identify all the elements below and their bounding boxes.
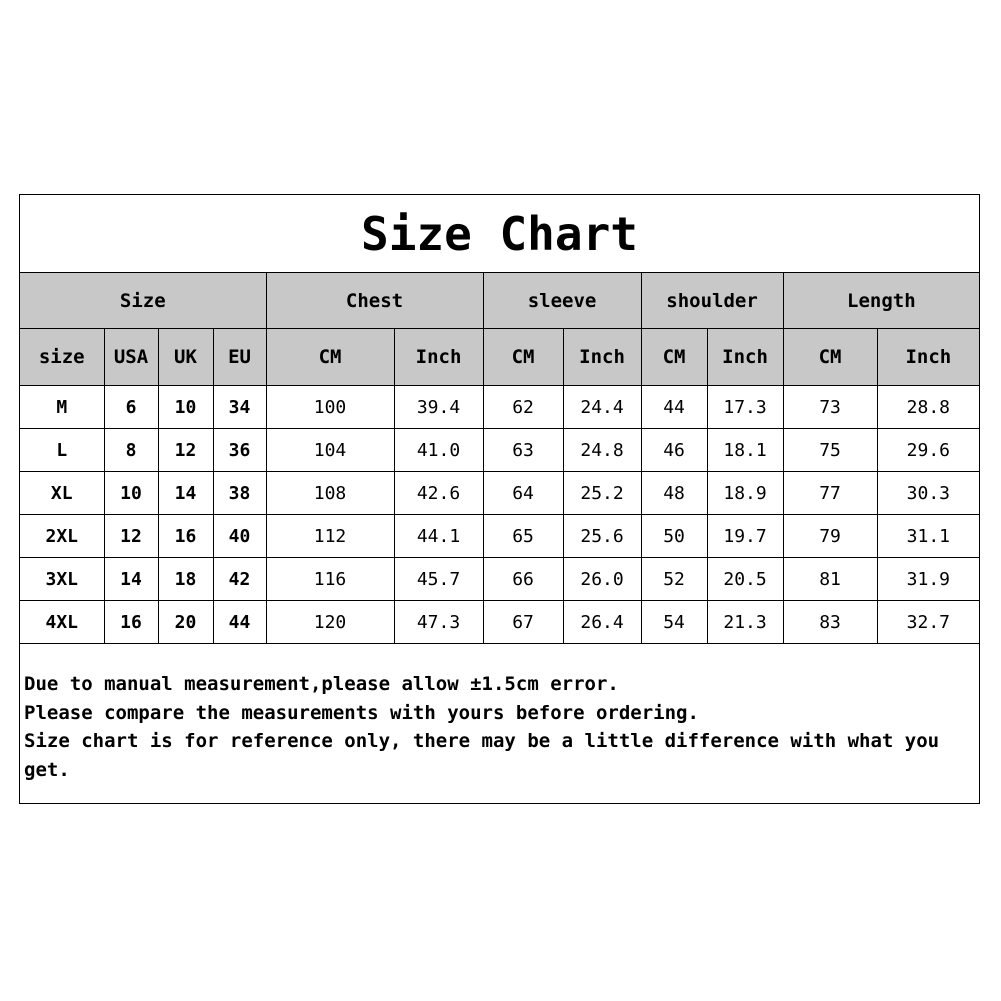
cell-chest-cm: 100 [266,386,394,429]
cell-usa: 14 [104,558,158,601]
cell-chest-cm: 120 [266,601,394,644]
cell-size: 2XL [20,515,104,558]
cell-shoulder-cm: 52 [641,558,707,601]
cell-length-inch: 31.9 [877,558,979,601]
note-line: Size chart is for reference only, there may be a little difference with what you get. [24,730,951,781]
cell-length-cm: 79 [783,515,877,558]
cell-sleeve-cm: 65 [483,515,563,558]
cell-sleeve-cm: 67 [483,601,563,644]
table-row [20,429,979,472]
cell-length-cm: 81 [783,558,877,601]
cell-chest-inch: 47.3 [394,601,483,644]
header-chest: Chest [266,273,483,329]
cell-chest-inch: 39.4 [394,386,483,429]
cell-eu: 40 [213,515,266,558]
cell-usa: 8 [104,429,158,472]
cell-usa: 6 [104,386,158,429]
cell-size: XL [20,472,104,515]
subheader-chest-cm: CM [266,329,394,386]
chart-title: Size Chart [20,195,979,273]
cell-shoulder-inch: 17.3 [707,386,783,429]
subheader-uk: UK [158,329,213,386]
cell-usa: 16 [104,601,158,644]
cell-uk: 16 [158,515,213,558]
cell-length-inch: 32.7 [877,601,979,644]
cell-uk: 12 [158,429,213,472]
cell-sleeve-inch: 26.4 [563,601,641,644]
cell-sleeve-inch: 26.0 [563,558,641,601]
cell-shoulder-cm: 54 [641,601,707,644]
cell-shoulder-inch: 21.3 [707,601,783,644]
cell-sleeve-cm: 64 [483,472,563,515]
note-line: Please compare the measurements with yours before ordering. [24,701,699,724]
group-header-row [20,273,979,329]
cell-length-inch: 29.6 [877,429,979,472]
cell-chest-cm: 104 [266,429,394,472]
subheader-size: size [20,329,104,386]
table-row [20,386,979,429]
header-size: Size [20,273,266,329]
table-row [20,601,979,644]
cell-eu: 36 [213,429,266,472]
cell-chest-cm: 108 [266,472,394,515]
cell-uk: 14 [158,472,213,515]
cell-size: M [20,386,104,429]
cell-eu: 44 [213,601,266,644]
cell-length-inch: 31.1 [877,515,979,558]
cell-sleeve-cm: 66 [483,558,563,601]
header-shoulder: shoulder [641,273,783,329]
cell-length-cm: 83 [783,601,877,644]
cell-chest-inch: 41.0 [394,429,483,472]
cell-shoulder-inch: 20.5 [707,558,783,601]
header-length: Length [783,273,979,329]
cell-eu: 34 [213,386,266,429]
cell-eu: 38 [213,472,266,515]
cell-sleeve-cm: 62 [483,386,563,429]
cell-sleeve-inch: 24.8 [563,429,641,472]
subheader-chest-inch: Inch [394,329,483,386]
cell-uk: 20 [158,601,213,644]
cell-shoulder-cm: 48 [641,472,707,515]
cell-length-inch: 30.3 [877,472,979,515]
cell-uk: 10 [158,386,213,429]
cell-chest-inch: 45.7 [394,558,483,601]
cell-chest-cm: 112 [266,515,394,558]
sub-header-row [20,329,979,386]
cell-shoulder-cm: 46 [641,429,707,472]
size-chart [19,194,980,804]
subheader-sleeve-cm: CM [483,329,563,386]
cell-sleeve-inch: 25.6 [563,515,641,558]
subheader-length-cm: CM [783,329,877,386]
cell-uk: 18 [158,558,213,601]
cell-length-cm: 77 [783,472,877,515]
cell-sleeve-inch: 25.2 [563,472,641,515]
subheader-sleeve-inch: Inch [563,329,641,386]
header-sleeve: sleeve [483,273,641,329]
cell-length-cm: 75 [783,429,877,472]
size-table [20,273,979,644]
subheader-usa: USA [104,329,158,386]
cell-shoulder-cm: 50 [641,515,707,558]
cell-chest-cm: 116 [266,558,394,601]
cell-shoulder-cm: 44 [641,386,707,429]
subheader-length-inch: Inch [877,329,979,386]
cell-size: 3XL [20,558,104,601]
cell-usa: 10 [104,472,158,515]
notes [20,644,979,784]
cell-shoulder-inch: 18.1 [707,429,783,472]
table-row [20,472,979,515]
cell-eu: 42 [213,558,266,601]
cell-chest-inch: 42.6 [394,472,483,515]
note-line: Due to manual measurement,please allow ±1.5cm error. [24,673,619,695]
cell-usa: 12 [104,515,158,558]
table-row [20,515,979,558]
cell-size: L [20,429,104,472]
cell-shoulder-inch: 19.7 [707,515,783,558]
cell-sleeve-cm: 63 [483,429,563,472]
subheader-eu: EU [213,329,266,386]
cell-shoulder-inch: 18.9 [707,472,783,515]
subheader-shoulder-inch: Inch [707,329,783,386]
table-row [20,558,979,601]
cell-length-inch: 28.8 [877,386,979,429]
cell-sleeve-inch: 24.4 [563,386,641,429]
cell-length-cm: 73 [783,386,877,429]
subheader-shoulder-cm: CM [641,329,707,386]
cell-size: 4XL [20,601,104,644]
cell-chest-inch: 44.1 [394,515,483,558]
